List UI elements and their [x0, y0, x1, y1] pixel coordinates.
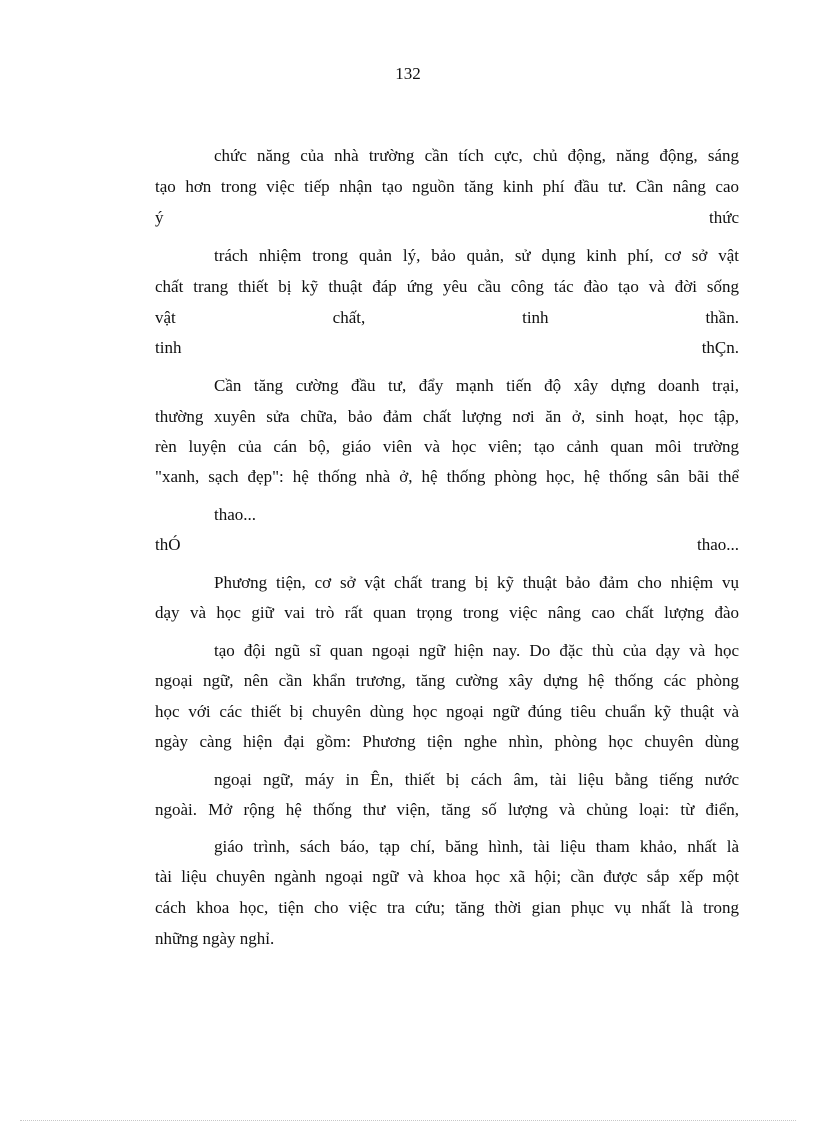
- text-line: dạy và học giữ vai trò rất quan trọng trong việc nâng cao chất lượng đào: [155, 603, 739, 622]
- text-line: tài liệu chuyên ngành ngoại ngữ và khoa học xã hội; cần được sắp xếp một: [155, 867, 739, 886]
- text-line: giáo trình, sách báo, tạp chí, băng hình, tài liệu tham khảo, nhất là: [214, 837, 739, 856]
- text-line: cách khoa học, tiện cho việc tra cứu; tăng thời gian phục vụ nhất là trong: [155, 898, 739, 917]
- page-bottom-rule: [20, 1120, 796, 1121]
- text-line: chức năng của nhà trường cần tích cực, chủ động, năng động, sáng: [214, 146, 739, 165]
- text-line: rèn luyện của cán bộ, giáo viên và học viên; tạo cảnh quan môi trường: [155, 437, 739, 456]
- text-line: thao...: [214, 505, 257, 524]
- text-line: "xanh, sạch đẹp": hệ thống nhà ở, hệ thống phòng học, hệ thống sân bãi thể: [155, 467, 739, 486]
- text-line: tạo đội ngũ sĩ quan ngoại ngữ hiện nay. Do đặc thù của dạy và học: [214, 641, 739, 660]
- text-line: Cần tăng cường đầu tư, đẩy mạnh tiến độ xây dựng doanh trại,: [214, 376, 739, 395]
- text-line: [155, 207, 739, 229]
- text-fragment: thần.: [705, 308, 739, 327]
- text-line: thường xuyên sửa chữa, bảo đảm chất lượng nơi ăn ở, sinh hoạt, học tập,: [155, 407, 739, 426]
- text-line: ngoại ngữ, nên cần khẩn trương, tăng cường xây dựng hệ thống các phòng: [155, 671, 739, 690]
- text-fragment: thÇn.: [701, 338, 739, 357]
- text-line: học với các thiết bị chuyên dùng học ngoại ngữ đúng tiêu chuẩn kỹ thuật và: [155, 702, 739, 721]
- text-fragment: thao...: [696, 535, 739, 554]
- text-fragment: vật: [155, 308, 176, 327]
- text-fragment: ý: [155, 208, 164, 227]
- text-fragment: thức: [709, 208, 739, 227]
- text-line: Phương tiện, cơ sở vật chất trang bị kỹ thuật bảo đảm cho nhiệm vụ: [214, 573, 739, 592]
- text-fragment: tinh: [155, 338, 182, 357]
- text-line: tạo hơn trong việc tiếp nhận tạo nguồn tăng kinh phí đầu tư. Cần nâng cao: [155, 177, 739, 196]
- text-fragment: chất,: [332, 308, 366, 327]
- text-line: ngoài. Mở rộng hệ thống thư viện, tăng số lượng và chủng loại: từ điển,: [155, 800, 739, 819]
- text-line: [155, 307, 739, 329]
- text-line: trách nhiệm trong quản lý, bảo quản, sử dụng kinh phí, cơ sở vật: [214, 246, 739, 265]
- text-line: [155, 534, 739, 556]
- text-line: ngoại ngữ, máy in Ên, thiết bị cách âm, tài liệu bằng tiếng nước: [214, 770, 739, 789]
- text-fragment: tinh: [522, 308, 549, 327]
- text-line: ngày càng hiện đại gồm: Phương tiện nghe nhìn, phòng học chuyên dùng: [155, 732, 739, 751]
- text-line: chất trang thiết bị kỹ thuật đáp ứng yêu cầu công tác đào tạo và đời sống: [155, 277, 739, 296]
- page-number: 132: [395, 64, 421, 83]
- text-line: những ngày nghỉ.: [155, 929, 275, 948]
- text-fragment: thÓ: [155, 535, 181, 554]
- text-line: [155, 337, 739, 359]
